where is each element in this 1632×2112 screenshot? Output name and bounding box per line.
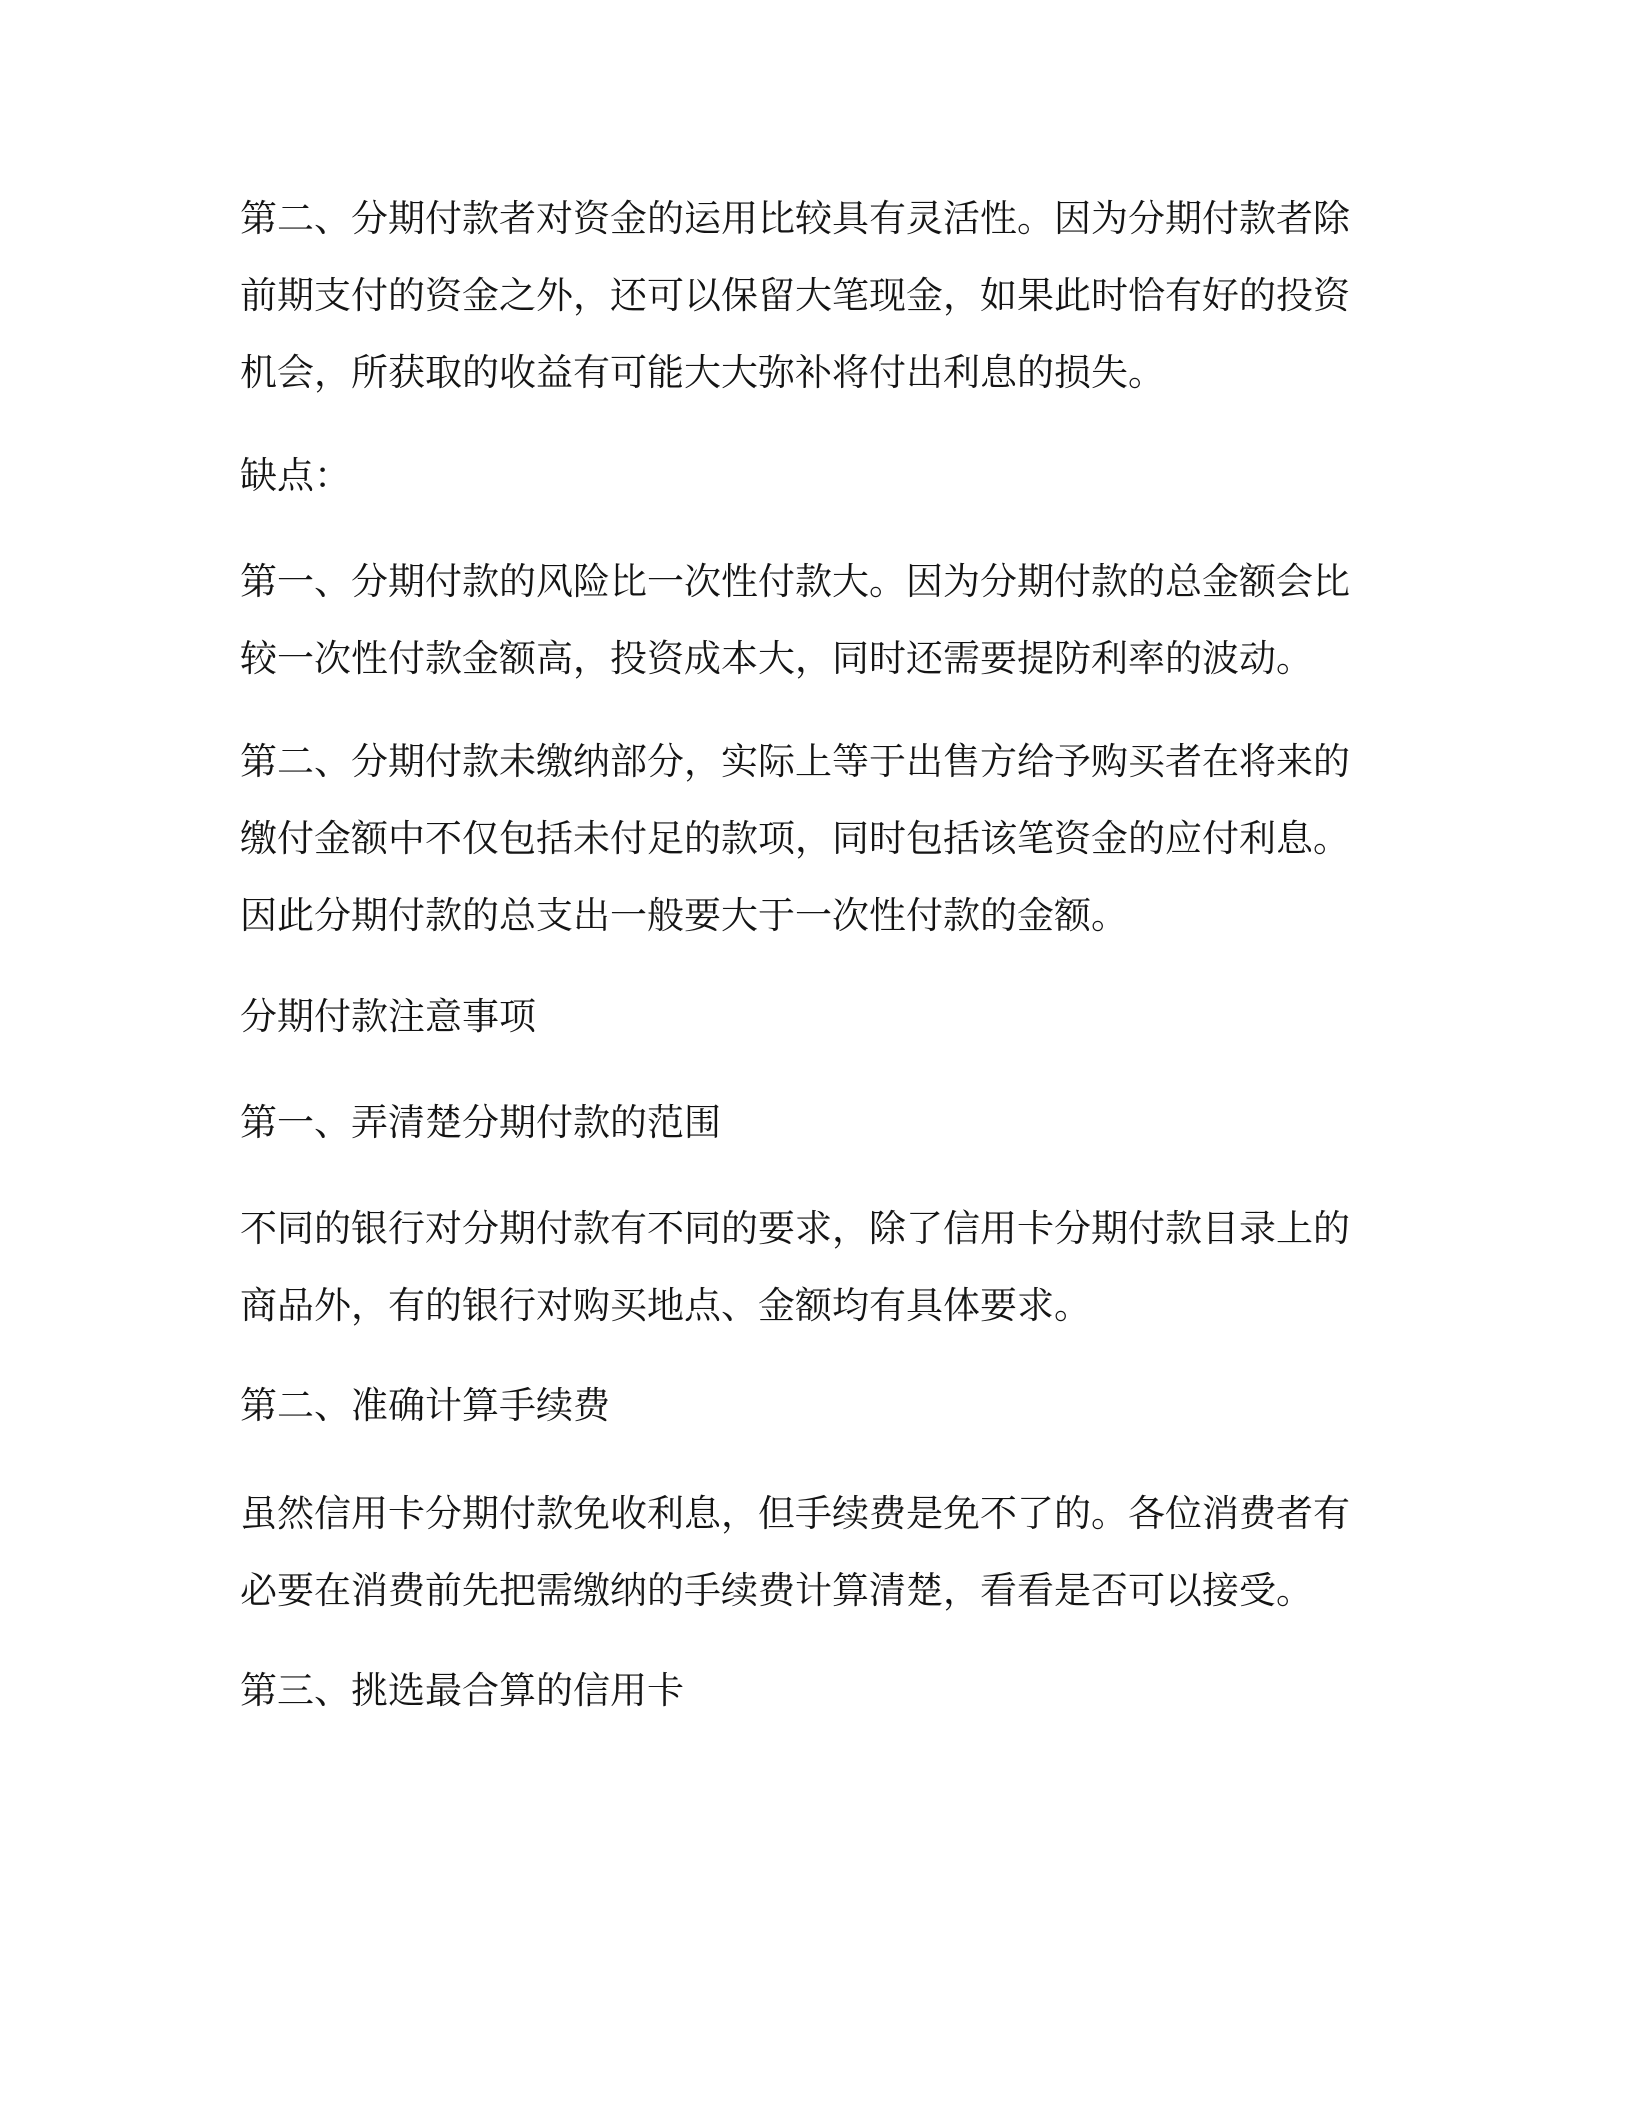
paragraph-advantage-flexibility <box>240 180 1360 411</box>
paragraph-scope-detail <box>240 1190 1360 1344</box>
text-line: 第二、分期付款者对资金的运用比较具有灵活性。因为分期付款者除 <box>240 197 1350 240</box>
paragraph-disadvantage-total-cost <box>240 723 1360 954</box>
paragraph-disadvantage-risk <box>240 543 1360 697</box>
text-line: 缴付金额中不仅包括未付足的款项，同时包括该笔资金的应付利息。 <box>240 817 1350 860</box>
text-line: 第二、准确计算手续费 <box>240 1384 610 1427</box>
text-line: 第一、分期付款的风险比一次性付款大。因为分期付款的总金额会比 <box>240 560 1350 603</box>
text-line: 虽然信用卡分期付款免收利息，但手续费是免不了的。各位消费者有 <box>240 1492 1350 1535</box>
text-line: 第一、弄清楚分期付款的范围 <box>240 1101 721 1144</box>
paragraph-fees-detail <box>240 1475 1360 1629</box>
text-line: 因此分期付款的总支出一般要大于一次性付款的金额。 <box>240 894 1128 937</box>
heading-choose-card <box>240 1652 1360 1729</box>
text-line: 前期支付的资金之外，还可以保留大笔现金，如果此时恰有好的投资 <box>240 274 1350 317</box>
text-line: 第二、分期付款未缴纳部分，实际上等于出售方给予购买者在将来的 <box>240 740 1350 783</box>
text-line: 不同的银行对分期付款有不同的要求，除了信用卡分期付款目录上的 <box>240 1207 1350 1250</box>
heading-precautions <box>240 978 1360 1055</box>
text-line: 必要在消费前先把需缴纳的手续费计算清楚，看看是否可以接受。 <box>240 1569 1313 1612</box>
heading-scope <box>240 1084 1360 1161</box>
heading-fees <box>240 1367 1360 1444</box>
text-line: 较一次性付款金额高，投资成本大，同时还需要提防利率的波动。 <box>240 637 1313 680</box>
text-line: 商品外，有的银行对购买地点、金额均有具体要求。 <box>240 1284 1091 1327</box>
text-line: 机会，所获取的收益有可能大大弥补将付出利息的损失。 <box>240 351 1165 394</box>
text-line: 第三、挑选最合算的信用卡 <box>240 1669 684 1712</box>
heading-disadvantages <box>240 437 1360 514</box>
text-line: 缺点： <box>240 454 351 497</box>
text-line: 分期付款注意事项 <box>240 995 536 1038</box>
